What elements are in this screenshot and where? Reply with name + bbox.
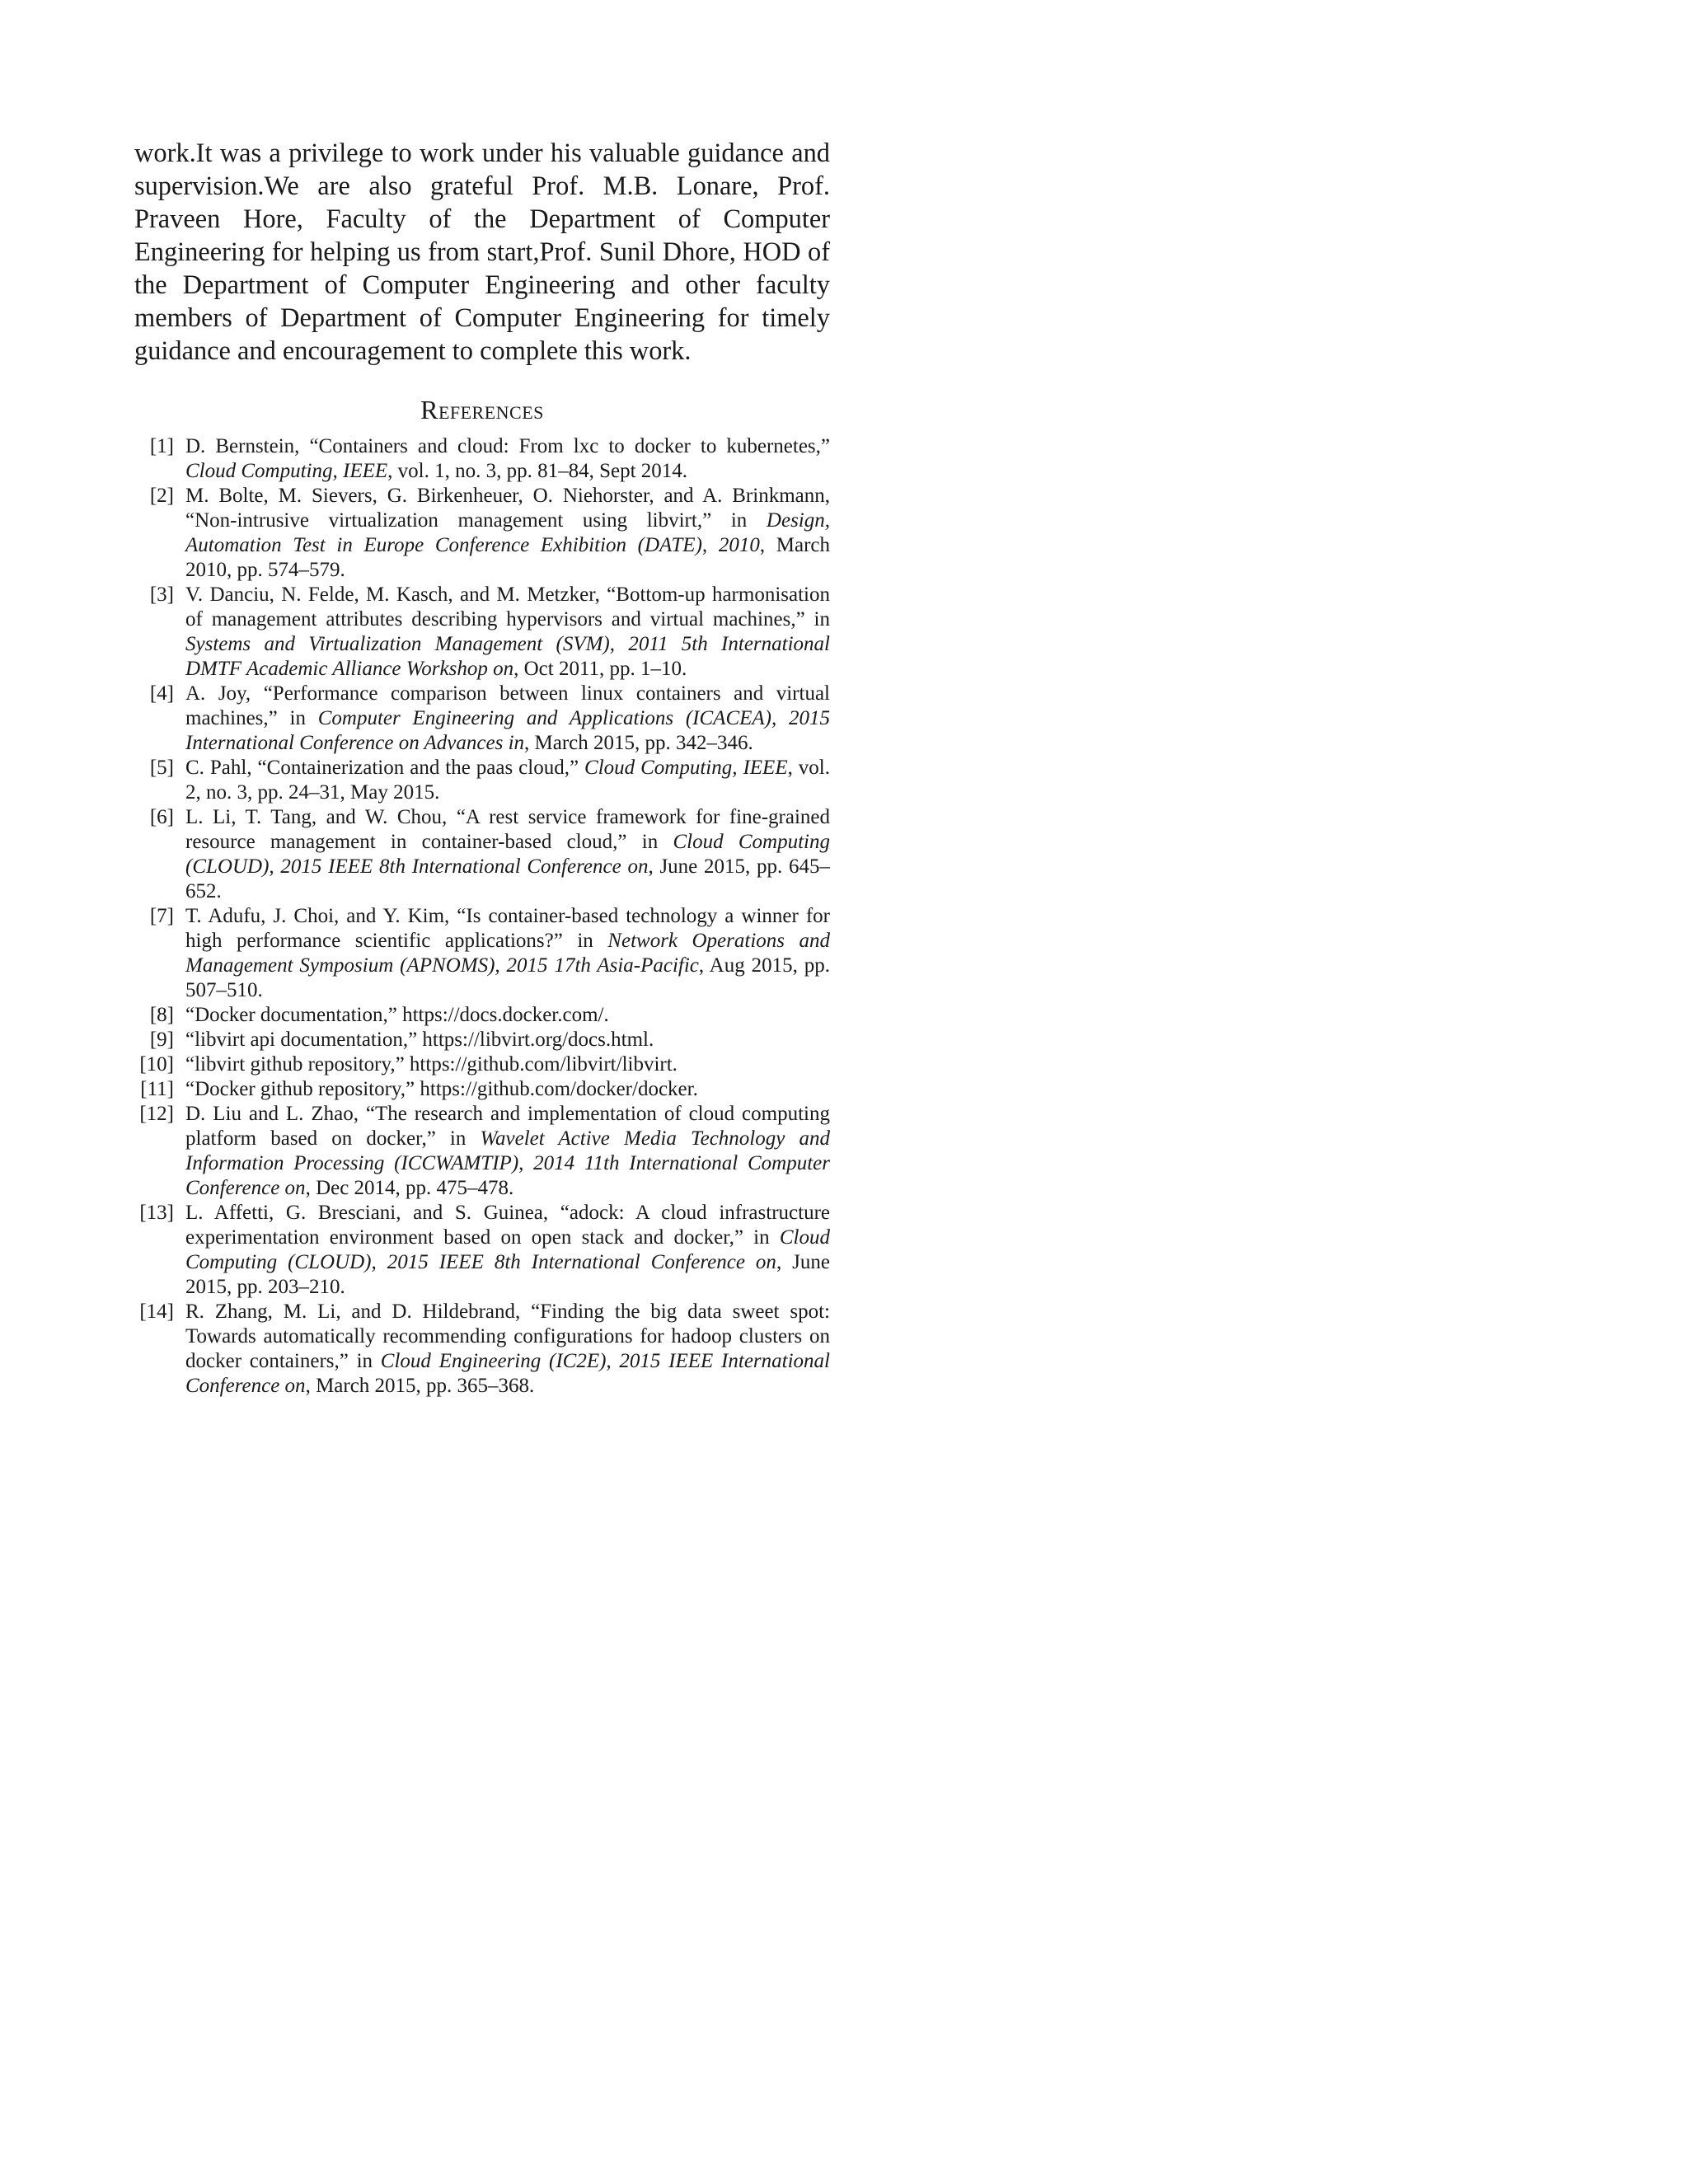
- reference-venue: Network Operations and Management Symposium (APNOMS), 2015 17th Asia-Pacific: [185, 930, 831, 977]
- reference-venue: Computer Engineering and Applications (ICACEA), 2015 International Conference on Advances in: [185, 707, 831, 754]
- reference-venue: Cloud Computing (CLOUD), 2015 IEEE 8th International Conference on: [185, 1226, 830, 1273]
- reference-item: [134, 583, 830, 682]
- reference-number: [1]: [149, 435, 174, 457]
- reference-text: [185, 806, 830, 902]
- reference-venue: Design, Automation Test in Europe Conference Exhibition (DATE), 2010: [185, 509, 830, 556]
- reference-segment: M. Bolte, M. Sievers, G. Birkenheuer, O. Niehorster, and A. Brinkmann, “Non-intrusive virtualization management using libvirt,” in: [185, 485, 830, 532]
- reference-text: [185, 1202, 830, 1298]
- reference-segment: R. Zhang, M. Li, and D. Hildebrand, “Finding the big data sweet spot: Towards automatically recommending configurations for hadoop clusters on docker containers,” in: [185, 1301, 830, 1372]
- reference-item: [134, 682, 830, 756]
- reference-segment: “libvirt api documentation,” https://libvirt.org/docs.html.: [185, 1029, 654, 1051]
- reference-segment: L. Li, T. Tang, and W. Chou, “A rest service framework for fine-grained resource management in container-based cloud,” in: [185, 806, 830, 853]
- reference-number: [4]: [149, 682, 174, 705]
- paper-column: [134, 137, 830, 1399]
- reference-segment: L. Affetti, G. Bresciani, and S. Guinea, “adock: A cloud infrastructure experimentation environment based on open stack and docker,” in: [185, 1202, 830, 1249]
- reference-item: [134, 434, 830, 484]
- reference-text: [185, 682, 830, 754]
- reference-item: [134, 1028, 830, 1052]
- reference-text: [185, 583, 830, 680]
- reference-item: [134, 756, 830, 805]
- reference-text: [185, 1103, 830, 1199]
- reference-segment: A. Joy, “Performance comparison between linux containers and virtual machines,” in: [185, 682, 830, 729]
- reference-number: [10]: [139, 1053, 174, 1076]
- reference-number: [12]: [139, 1103, 174, 1125]
- reference-segment: C. Pahl, “Containerization and the paas cloud,”: [185, 757, 585, 779]
- reference-text: [185, 1301, 830, 1397]
- reference-text: [185, 1029, 654, 1051]
- reference-segment: , Dec 2014, pp. 475–478.: [305, 1177, 514, 1199]
- reference-segment: “Docker github repository,” https://github.com/docker/docker.: [185, 1078, 698, 1100]
- reference-segment: , March 2015, pp. 365–368.: [305, 1375, 535, 1397]
- reference-number: [3]: [149, 583, 174, 606]
- reference-segment: T. Adufu, J. Choi, and Y. Kim, “Is container-based technology a winner for high performance scientific applications?” in: [185, 905, 830, 952]
- reference-number: [8]: [149, 1004, 174, 1026]
- reference-segment: , March 2015, pp. 342–346.: [524, 732, 753, 754]
- reference-segment: , vol. 2, no. 3, pp. 24–31, May 2015.: [185, 757, 831, 804]
- reference-segment: D. Liu and L. Zhao, “The research and implementation of cloud computing platform based on docker,” in: [185, 1103, 830, 1150]
- reference-item: [134, 1102, 830, 1201]
- reference-segment: , June 2015, pp. 645–652.: [185, 855, 831, 902]
- reference-item: [134, 805, 830, 904]
- reference-text: [185, 1004, 609, 1026]
- reference-number: [11]: [140, 1078, 174, 1100]
- reference-item: [134, 1201, 830, 1300]
- reference-venue: Cloud Computing (CLOUD), 2015 IEEE 8th International Conference on: [185, 831, 831, 878]
- reference-venue: Cloud Computing, IEEE: [185, 460, 388, 482]
- reference-item: [134, 1003, 830, 1028]
- reference-item: [134, 1077, 830, 1102]
- reference-text: [185, 435, 830, 482]
- reference-segment: V. Danciu, N. Felde, M. Kasch, and M. Metzker, “Bottom-up harmonisation of management attributes describing hypervisors and virtual machines,” in: [185, 583, 830, 630]
- reference-number: [13]: [139, 1202, 174, 1224]
- reference-segment: , March 2010, pp. 574–579.: [185, 534, 831, 581]
- reference-number: [5]: [149, 757, 174, 779]
- reference-text: [185, 1053, 678, 1076]
- reference-item: [134, 1052, 830, 1077]
- reference-number: [9]: [149, 1029, 174, 1051]
- references-heading: References: [420, 395, 544, 424]
- reference-segment: , June 2015, pp. 203–210.: [185, 1251, 830, 1298]
- reference-venue: Cloud Computing, IEEE: [584, 757, 788, 779]
- reference-segment: , Oct 2011, pp. 1–10.: [513, 658, 687, 680]
- reference-segment: “Docker documentation,” https://docs.docker.com/.: [185, 1004, 609, 1026]
- reference-text: [185, 1078, 698, 1100]
- reference-number: [6]: [149, 806, 174, 828]
- acknowledgement-paragraph: work.It was a privilege to work under his valuable guidance and supervision.We are also grateful Prof. M.B. Lonare, Prof. Praveen Hore, Faculty of the Department of Computer Engineering for helping us from start,Prof. Sunil Dhore, HOD of the Department of Computer Engineering and other faculty members of Department of Computer Engineering for timely guidance and encouragement to complete this work.: [134, 138, 830, 366]
- reference-number: [14]: [139, 1301, 174, 1323]
- reference-text: [185, 905, 830, 1001]
- reference-segment: “libvirt github repository,” https://github.com/libvirt/libvirt.: [185, 1053, 678, 1076]
- reference-item: [134, 904, 830, 1003]
- reference-text: [185, 485, 830, 581]
- reference-number: [2]: [149, 485, 174, 507]
- reference-venue: Systems and Virtualization Management (SVM), 2011 5th International DMTF Academic Alliance Workshop on: [185, 633, 830, 680]
- references-list: [134, 434, 830, 1399]
- reference-item: [134, 484, 830, 583]
- reference-segment: D. Bernstein, “Containers and cloud: From lxc to docker to kubernetes,”: [185, 435, 830, 457]
- reference-segment: , Aug 2015, pp. 507–510.: [185, 954, 830, 1001]
- reference-text: [185, 757, 830, 804]
- reference-segment: , vol. 1, no. 3, pp. 81–84, Sept 2014.: [387, 460, 688, 482]
- reference-venue: Wavelet Active Media Technology and Information Processing (ICCWAMTIP), 2014 11th International Computer Conference on: [185, 1127, 830, 1199]
- reference-venue: Cloud Engineering (IC2E), 2015 IEEE International Conference on: [185, 1350, 830, 1397]
- reference-item: [134, 1300, 830, 1399]
- reference-number: [7]: [149, 905, 174, 927]
